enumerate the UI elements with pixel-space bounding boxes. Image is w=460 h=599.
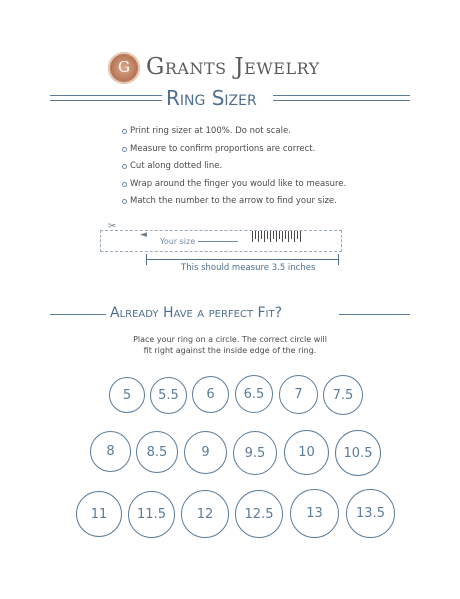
your-size-label: Your size	[160, 237, 196, 246]
ruler-tick	[270, 231, 271, 242]
your-size-pointer	[198, 241, 238, 242]
ring-size-circle: 7.5	[323, 375, 363, 415]
ruler-tick	[255, 231, 256, 239]
instruction-item: Print ring sizer at 100%. Do not scale.	[122, 125, 382, 143]
ring-size-circle: 12.5	[235, 490, 283, 538]
fit-rule-left	[50, 314, 106, 315]
ruler-tick	[264, 231, 265, 242]
ring-size-circle: 8.5	[136, 431, 178, 473]
ruler-tick	[276, 231, 277, 242]
ring-size-circle: 9	[184, 431, 227, 474]
ruler-tick	[267, 231, 268, 239]
ruler-tick	[294, 231, 295, 242]
brand-name: Grants Jewelry	[146, 54, 320, 80]
ring-size-circle: 6.5	[235, 375, 273, 413]
logo-mark	[108, 52, 140, 84]
ruler-tick	[282, 231, 283, 242]
ring-size-circle: 11.5	[128, 491, 175, 538]
ruler-tick	[261, 231, 262, 239]
instruction-list	[122, 125, 382, 213]
instruction-item: Wrap around the finger you would like to measure.	[122, 178, 382, 196]
ring-size-circle: 5	[109, 377, 145, 413]
ring-size-circle: 12	[181, 490, 229, 538]
ring-size-circle: 10	[284, 430, 329, 475]
ring-size-circle: 11	[76, 491, 122, 537]
title-rule-left-bottom	[50, 100, 162, 101]
logo-mark-letter: G	[118, 58, 130, 76]
ruler-tick	[258, 231, 259, 242]
fit-rule-right	[339, 314, 410, 315]
ruler-tick	[291, 231, 292, 239]
title-rule-right-bottom	[273, 100, 410, 101]
ring-size-circle: 7	[279, 375, 318, 414]
title-rule-right-top	[273, 95, 410, 96]
ring-size-circle: 8	[90, 431, 131, 472]
measure-instruction: This should measure 3.5 inches	[181, 263, 316, 273]
ruler-tick	[288, 231, 289, 242]
instruction-item: Measure to confirm proportions are correct.	[122, 143, 382, 161]
fit-line-2: fit right against the inside edge of the ring.	[143, 346, 317, 355]
arrow-marker-icon: ◄	[140, 230, 147, 240]
instruction-item: Cut along dotted line.	[122, 160, 382, 178]
ring-size-circle: 10.5	[335, 430, 381, 476]
fit-instructions	[110, 334, 350, 356]
page-title: Ring Sizer	[166, 86, 257, 110]
instruction-item: Match the number to the arrow to find your size.	[122, 195, 382, 213]
fit-heading: Already Have a perfect Fit?	[110, 305, 283, 321]
measure-cap-right	[338, 254, 339, 265]
ring-size-circle: 9.5	[233, 431, 277, 475]
fit-line-1: Place your ring on a circle. The correct circle will	[133, 335, 327, 344]
ring-size-circle: 13	[290, 489, 339, 538]
ruler-tick	[273, 231, 274, 239]
ruler-tick	[252, 231, 253, 242]
ring-size-circle: 13.5	[346, 489, 395, 538]
title-rule-left-top	[50, 95, 162, 96]
measure-line	[146, 259, 339, 260]
ruler-tick	[297, 231, 298, 239]
ruler-tick	[279, 231, 280, 239]
ruler-tick	[300, 231, 301, 242]
ring-size-circle: 6	[192, 376, 229, 413]
ring-size-circle: 5.5	[150, 377, 187, 414]
scissors-icon: ✂	[108, 221, 117, 232]
ruler-tick	[285, 231, 286, 239]
